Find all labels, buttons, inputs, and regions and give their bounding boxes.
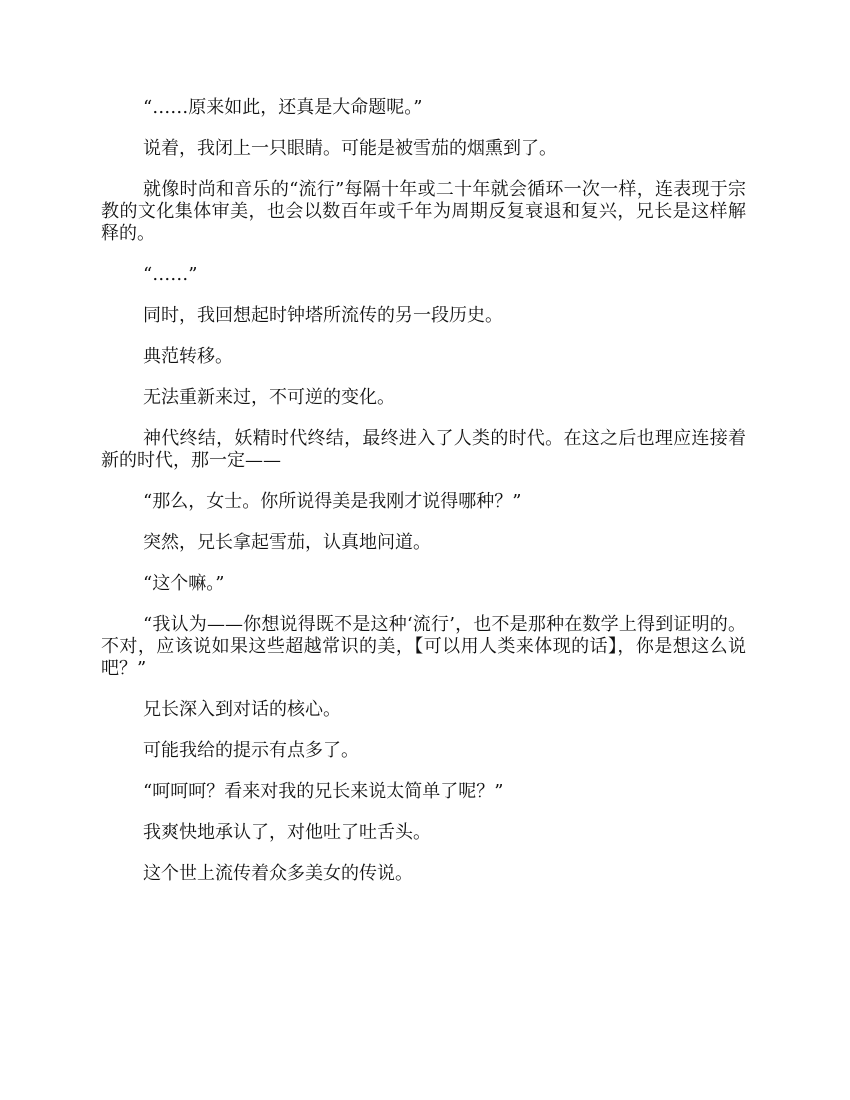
paragraph: 兄长深入到对话的核心。	[143, 699, 341, 720]
paragraph: 突然，兄长拿起雪茄，认真地问道。	[143, 532, 431, 553]
paragraph: “……”	[143, 264, 198, 285]
paragraph: 无法重新来过，不可逆的变化。	[143, 387, 395, 408]
paragraph: “那么，女士。你所说得美是我刚才说得哪种？”	[143, 491, 522, 512]
paragraph: 我爽快地承认了，对他吐了吐舌头。	[143, 822, 431, 843]
paragraph: 神代终结，妖精时代终结，最终进入了人类的时代。在这之后也理应连接着新的时代，那一定——	[101, 428, 746, 471]
text-body	[101, 97, 746, 904]
paragraph: “我认为——你想说得既不是这种‘流行’，也不是那种在数学上得到证明的。不对，应该说如果这些超越常识的美，【可以用人类来体现的话】，你是想这么说吧？”	[101, 614, 746, 679]
paragraph: 典范转移。	[143, 346, 233, 367]
paragraph: “呵呵呵？看来对我的兄长来说太简单了呢？”	[143, 781, 504, 802]
paragraph: 就像时尚和音乐的“流行”每隔十年或二十年就会循环一次一样，连表现于宗教的文化集体审美，也会以数百年或千年为周期反复衰退和复兴，兄长是这样解释的。	[101, 179, 746, 244]
paragraph: “……原来如此，还真是大命题呢。”	[143, 97, 423, 118]
paragraph: 同时，我回想起时钟塔所流传的另一段历史。	[143, 305, 503, 326]
paragraph: 这个世上流传着众多美女的传说。	[143, 863, 413, 884]
paragraph: 可能我给的提示有点多了。	[143, 740, 359, 761]
paragraph: “这个嘛。”	[143, 573, 225, 594]
paragraph: 说着，我闭上一只眼睛。可能是被雪茄的烟熏到了。	[143, 138, 557, 159]
